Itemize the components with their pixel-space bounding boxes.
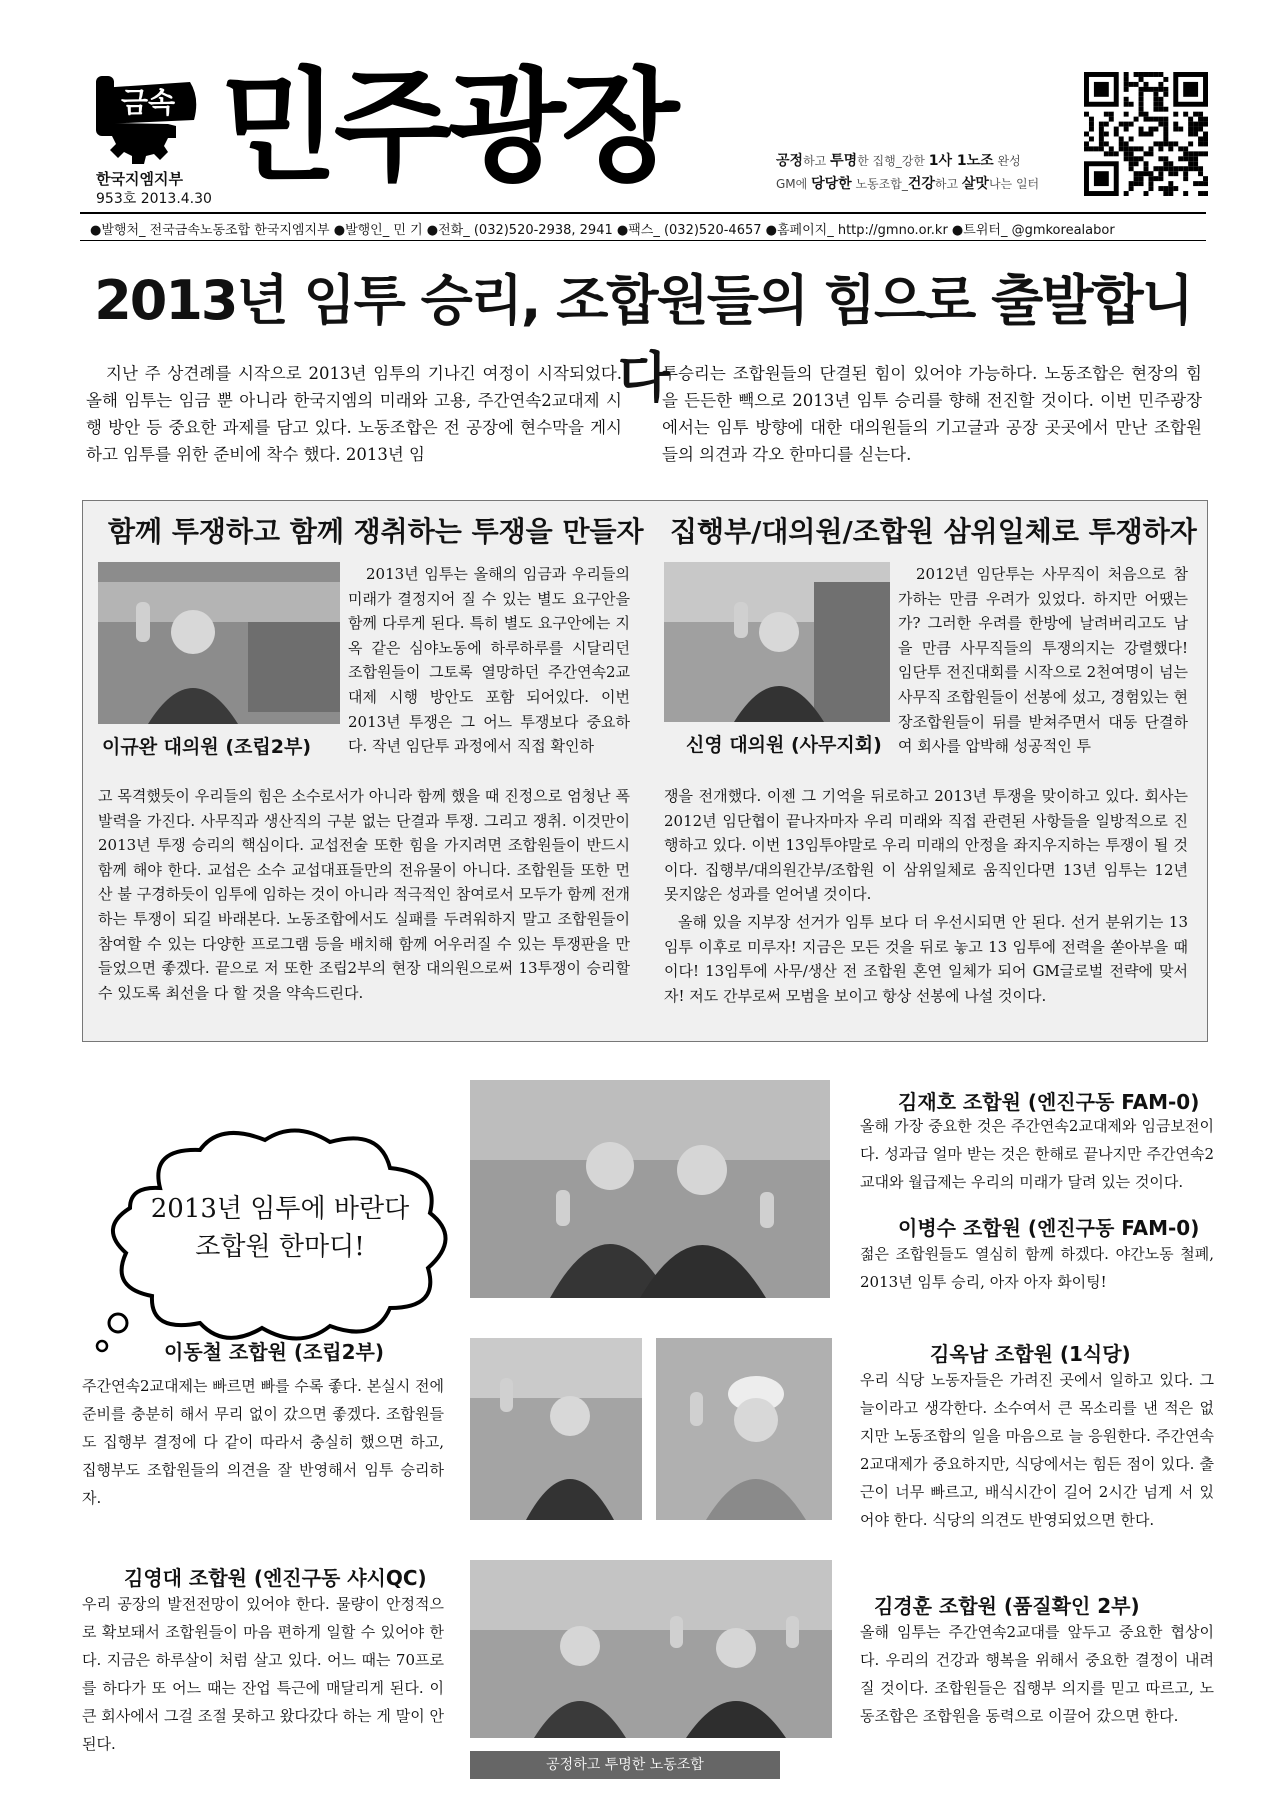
photo-kim-lee	[470, 1080, 830, 1298]
union-logo	[90, 68, 208, 168]
masthead-rule	[80, 212, 1206, 214]
cloud-line-1: 2013년 임투에 바란다	[150, 1194, 410, 1224]
intro-left: 지난 주 상견례를 시작으로 2013년 임투의 기나긴 여정이 시작되었다. 올해 임투는 임금 뿐 아니라 한국지엠의 미래와 고용, 주간연속2교대제 시행 방안 등 중요한 과제를 담고 있다. 노동조합은 전 공장에 현수막을 게시하고 임투를 위한 준비에 착수 했다. 2013년 임	[86, 364, 622, 464]
quote-name-6: 김경훈 조합원 (품질확인 2부)	[874, 1594, 1140, 1618]
slogan-2-part: 하고	[934, 177, 962, 191]
qr-code[interactable]	[1084, 72, 1208, 196]
photo-kim-youngdae-kim-kyunghoon	[470, 1560, 832, 1738]
slogan-2-part: GM에	[776, 177, 812, 191]
quote-text-1: 올해 가장 중요한 것은 주간연속2교대제와 임금보전이다. 성과급 얼마 받는 것은 한해로 끝나지만 주간연속2교대와 월급제는 우리의 미래가 달려 있는 것이다.	[860, 1117, 1214, 1191]
article2-body-2: 올해 있을 지부장 선거가 임투 보다 더 우선시되면 안 된다. 선거 분위기는 13 임투 이후로 미루자! 지금은 모든 것을 뒤로 놓고 13 임투에 전력을 쏟아부을 때이다! 13임투에 사무/생산 전 조합원 혼연 일체가 되어 GM글로벌 전략에 맞서자! 저도 간부로써 모범을 보이고 항상 선봉에 나설 것이다.	[664, 913, 1188, 1005]
quote-name-4: 김옥남 조합원 (1식당)	[930, 1342, 1131, 1366]
article2-caption: 신영 대의원 (사무지회)	[686, 734, 882, 756]
qr-finder-bottom-left	[1084, 161, 1119, 196]
slogan-1-part: 1사 1노조	[928, 153, 994, 169]
slogan-line-1	[776, 150, 1021, 170]
cloud-text	[140, 1190, 420, 1266]
slogan-2-part: 건강	[907, 176, 935, 192]
slogan-1-part: 공정	[776, 153, 804, 169]
photo-kim-oknam	[656, 1338, 832, 1520]
quote-text-5: 우리 공장의 발전전망이 있어야 한다. 물량이 안정적으로 확보돼서 조합원들이 마음 편하게 일할 수 있어야 한다. 지금은 하루살이 처럼 살고 있다. 어느 때는 70프로를 하다가 또 어느 때는 잔업 특근에 매달리게 된다. 이 큰 회사에서 그걸 조절 못하고 왔다갔다 하는 게 말이 안 된다.	[82, 1595, 444, 1753]
issue-number-date: 953호 2013.4.30	[96, 191, 212, 207]
slogan-1-part: 한 집행_강한	[857, 154, 929, 168]
article1-caption: 이규완 대의원 (조립2부)	[102, 736, 312, 758]
article1-side-text: 2013년 임투는 올해의 임금과 우리들의 미래가 결정지어 질 수 있는 별도 요구안을 함께 다루게 된다. 특히 별도 요구안에는 지옥 같은 심야노동에 하루하루를 시달리던 조합원들이 그토록 열망하던 주간연속2교대제 시행 방안도 포함 되어있다. 이번 2013년 투쟁은 그 어느 투쟁보다 중요하다. 작년 임단투 과정에서 직접 확인하	[348, 565, 630, 756]
quote-name-5: 김영대 조합원 (엔진구동 샤시QC)	[124, 1566, 427, 1590]
publication-info: ●발행처_ 전국금속노동조합 한국지엠지부 ●발행인_ 민 기 ●전화_ (032)520-2938, 2941 ●팩스_ (032)520-4657 ●홈페이지_ http://gmno.or.kr ●트위터_ @gmkorealabor	[90, 223, 1115, 238]
slogan-line-2	[776, 173, 1039, 193]
union-logo-text: 금속	[120, 86, 176, 119]
slogan-2-part: 나는 일터	[988, 177, 1040, 191]
slogan-2-part: 노동조합_	[851, 177, 908, 191]
quote-name-2: 이병수 조합원 (엔진구동 FAM-0)	[898, 1216, 1200, 1240]
article1-title: 함께 투쟁하고 함께 쟁취하는 투쟁을 만들자	[108, 515, 644, 548]
cloud-line-2: 조합원 한마디!	[195, 1232, 365, 1262]
article2-body: 쟁을 전개했다. 이젠 그 기억을 뒤로하고 2013년 투쟁을 맞이하고 있다. 회사는 2012년 임단협이 끝나자마자 우리 미래와 직접 관련된 사항들을 일방적으로 진행하고 있다. 이번 13임투야말로 우리 미래의 안정을 좌지우지하는 투쟁이 될 것이다. 집행부/대의원간부/조합원 이 삼위일체로 움직인다면 13년 임투는 12년 못지않은 성과를 얻어낼 것이다.	[664, 787, 1188, 904]
union-logo-fist	[96, 76, 114, 136]
branch-name: 한국지엠지부	[96, 170, 183, 188]
article2-title: 집행부/대의원/조합원 삼위일체로 투쟁하자	[670, 515, 1197, 548]
intro-right: 투승리는 조합원들의 단결된 힘이 있어야 가능하다. 노동조합은 현장의 힘을 든든한 빽으로 2013년 임투 승리를 향해 전진할 것이다. 이번 민주광장에서는 임투 방향에 대한 대의원들의 기고글과 공장 곳곳에서 만난 조합원들의 의견과 각오 한마디를 싣는다.	[662, 364, 1202, 464]
qr-finder-top-left	[1084, 72, 1119, 107]
quote-text-4: 우리 식당 노동자들은 가려진 곳에서 일하고 있다. 그늘이라고 생각한다. 소수여서 큰 목소리를 낸 적은 없지만 노동조합의 일을 마음으로 늘 응원한다. 주간연속2교대제가 중요하지만, 식당에서는 힘든 점이 있다. 출근이 너무 빠르고, 배식시간이 길어 2시간 넘게 서 있어야 한다. 식당의 의견도 반영되었으면 한다.	[860, 1371, 1214, 1529]
quote-text-6: 올해 임투는 주간연속2교대를 앞두고 중요한 협상이다. 우리의 건강과 행복을 위해서 중요한 결정이 내려 질 것이다. 조합원들은 집행부 의지를 믿고 따르고, 노동조합은 조합원을 동력으로 이끌어 갔으면 한다.	[860, 1623, 1214, 1725]
newspaper-title: 민주광장	[220, 56, 676, 198]
quote-text-3: 주간연속2교대제는 빠르면 빠를 수록 좋다. 본실시 전에 준비를 충분히 해서 무리 없이 갔으면 좋겠다. 조합원들도 집행부 결정에 다 같이 따라서 충실히 했으면 하고, 집행부도 조합원들의 의견을 잘 반영해서 임투 승리하자.	[82, 1377, 444, 1507]
quote-name-1: 김재호 조합원 (엔진구동 FAM-0)	[898, 1090, 1200, 1114]
slogan-2-part: 살맛	[961, 176, 989, 192]
photo-lee-dongcheol	[470, 1338, 642, 1520]
slogan-1-part: 완성	[993, 154, 1021, 168]
article2-photo	[664, 562, 890, 722]
slogan-2-part: 당당한	[811, 176, 852, 192]
footer-banner: 공정하고 투명한 노동조합	[470, 1751, 780, 1779]
slogan-1-part: 하고	[803, 154, 831, 168]
qr-finder-top-right	[1173, 72, 1208, 107]
slogan-1-part: 투명	[830, 153, 858, 169]
article1-body: 고 목격했듯이 우리들의 힘은 소수로서가 아니라 함께 했을 때 진정으로 엄청난 폭발력을 가진다. 사무직과 생산직의 구분 없는 단결과 투쟁. 그리고 쟁취. 이것만이 2013년 투쟁 승리의 핵심이다. 교섭전술 또한 힘을 가지려면 조합원들이 반드시 함께 해야 한다. 교섭은 소수 교섭대표들만의 전유물이 아니다. 조합원들 또한 먼 산 불 구경하듯이 임투에 임하는 것이 아니라 적극적인 참여로서 모두가 함께 전개하는 투쟁이 되길 바래본다. 노동조합에서도 실패를 두려워하지 말고 조합원들이 참여할 수 있는 다양한 프로그램 등을 배치해 함께 어우러질 수 있는 투쟁판을 만들었으면 좋겠다. 끝으로 저 또한 조립2부의 현장 대의원으로써 13투쟁이 승리할 수 있도록 최선을 다 할 것을 약속드린다.	[98, 787, 630, 1002]
article1-photo	[98, 562, 340, 724]
quote-text-2: 젊은 조합원들도 열심히 함께 하겠다. 야간노동 철폐, 2013년 임투 승리, 아자 아자 화이팅!	[860, 1245, 1214, 1291]
masthead-rule-bottom	[80, 240, 1206, 241]
article2-side-text: 2012년 임단투는 사무직이 처음으로 참가하는 만큼 우려가 있었다. 하지만 어땠는가? 그러한 우려를 한방에 날려버리고도 남을 만큼 사무직들의 투쟁의지는 강렬했다! 임단투 전진대회를 시작으로 2천여명이 넘는 사무직 조합원들이 선봉에 섰고, 경험있는 현장조합원들이 뒤를 받쳐주면서 대동 단결하여 회사를 압박해 성공적인 투	[898, 565, 1188, 756]
quote-name-3: 이동철 조합원 (조립2부)	[164, 1340, 385, 1364]
headline: 2013년 임투 승리, 조합원들의 힘으로 출발합니다	[94, 269, 1192, 409]
